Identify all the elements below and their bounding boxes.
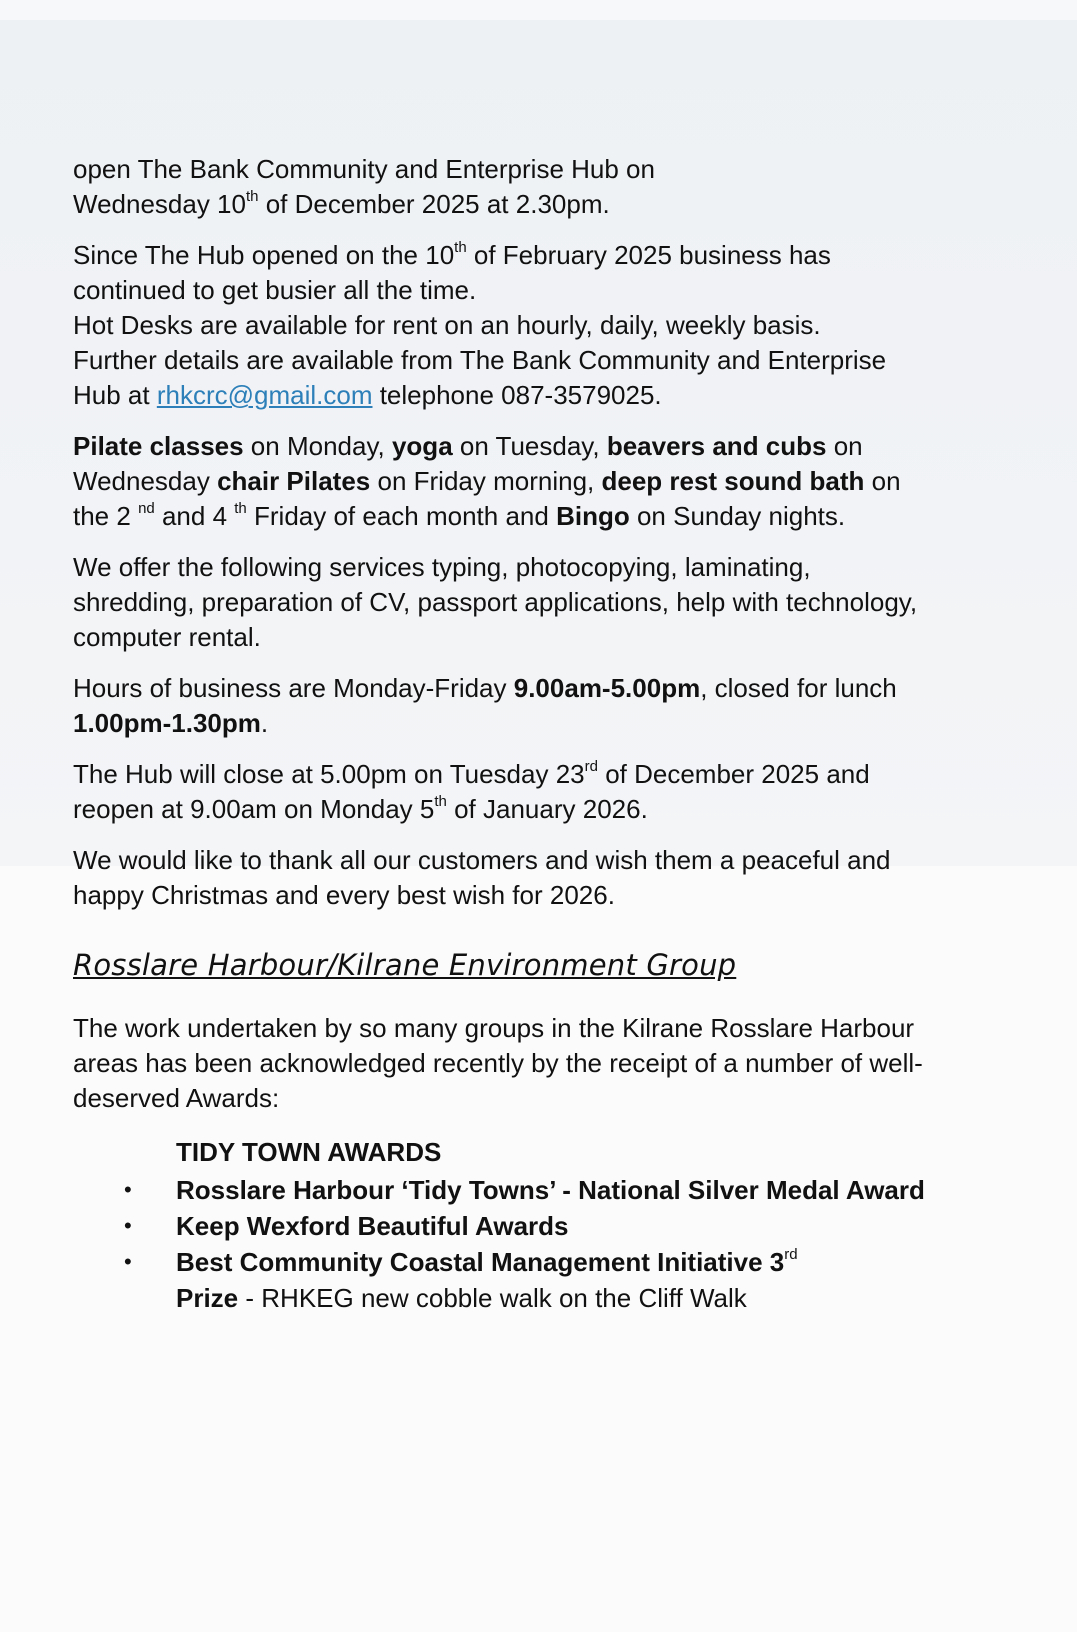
hub-text-sup: th — [454, 239, 467, 257]
bullet-icon: • — [124, 1249, 132, 1274]
closing-text-a: The Hub will close at 5.00pm on Tuesday 23 — [73, 759, 585, 789]
closing-sup-th: th — [434, 793, 447, 811]
beavers-and-cubs: beavers and cubs — [606, 431, 827, 461]
bullet-icon: • — [124, 1213, 132, 1238]
deep-rest-sound-bath: deep rest sound bath — [601, 466, 865, 496]
details-paragraph — [73, 343, 933, 413]
hours-text-e: . — [260, 708, 269, 738]
classes-text-1: on Monday, — [243, 431, 392, 461]
classes-text-5: on the 2 — [73, 466, 901, 531]
bingo: Bingo — [556, 501, 630, 531]
pilate-classes: Pilate classes — [73, 431, 244, 461]
closing-paragraph — [73, 757, 933, 827]
list-item — [124, 1172, 933, 1208]
details-text-b: telephone 087-3579025. — [372, 380, 662, 410]
award-coastal-management: Best Community Coastal Management Initiative 3 — [176, 1247, 785, 1277]
details-text-a: Further details are available from The Bank Community and Enterprise Hub at — [73, 345, 887, 410]
classes-sup-th: th — [234, 500, 247, 518]
hub-paragraph — [73, 238, 933, 308]
hub-text-a: Since The Hub opened on the 10 — [73, 240, 455, 270]
awards-list — [124, 1172, 933, 1316]
services-paragraph: We offer the following services typing, photocopying, laminating, shredding, preparation of CV, passport applications, help with technology, computer rental. — [73, 552, 918, 652]
awards-block — [73, 1134, 933, 1316]
classes-text-2: on Tuesday, — [452, 431, 607, 461]
award-silver-medal: Rosslare Harbour ‘Tidy Towns’ - National Silver Medal Award — [176, 1175, 925, 1205]
environment-intro: The work undertaken by so many groups in the Kilrane Rosslare Harbour areas has been acknowledged recently by the receipt of a number of well-deserved Awards: — [73, 1013, 923, 1113]
closing-sup-rd: rd — [584, 758, 598, 776]
classes-text-4: on Friday morning, — [370, 466, 602, 496]
yoga: yoga — [391, 431, 453, 461]
hours-paragraph — [73, 671, 933, 741]
newsletter-content — [73, 152, 933, 1316]
list-item — [124, 1244, 933, 1316]
closing-text-b: of December 2025 and reopen at 9.00am on Monday 5 — [73, 759, 870, 824]
classes-text-6: and 4 — [154, 501, 235, 531]
opening-line2-a: Wednesday 10 — [73, 189, 246, 219]
classes-text-3: on Wednesday — [73, 431, 863, 496]
chair-pilates: chair Pilates — [217, 466, 371, 496]
hours-text-a: Hours of business are Monday-Friday — [73, 673, 514, 703]
award-keep-wexford-beautiful: Keep Wexford Beautiful Awards — [176, 1211, 569, 1241]
email-link[interactable]: rhkcrc@gmail.com — [156, 380, 373, 410]
award-coastal-sup: rd — [784, 1246, 798, 1264]
thanks-paragraph: We would like to thank all our customers and wish them a peaceful and happy Christmas and every best wish for 2026. — [73, 845, 891, 910]
award-prize-detail: - RHKEG new cobble walk on the Cliff Walk — [238, 1283, 747, 1313]
hot-desks-paragraph: Hot Desks are available for rent on an hourly, daily, weekly basis. — [73, 310, 821, 340]
awards-heading: TIDY TOWN AWARDS — [176, 1137, 442, 1167]
list-item — [124, 1208, 933, 1244]
classes-sup-nd: nd — [138, 500, 155, 518]
section-title: Rosslare Harbour/Kilrane Environment Group — [73, 948, 737, 982]
closing-text-c: of January 2026. — [446, 794, 648, 824]
opening-line2-b: of December 2025 at 2.30pm. — [258, 189, 610, 219]
classes-text-7: Friday of each month and — [246, 501, 557, 531]
hub-text-b: of February 2025 business has continued to get busier all the time. — [73, 240, 831, 305]
bullet-icon: • — [124, 1177, 132, 1202]
business-hours: 9.00am-5.00pm — [513, 673, 701, 703]
hours-text-c: , closed for lunch — [700, 673, 897, 703]
classes-paragraph — [73, 429, 933, 534]
opening-line2-sup: th — [245, 188, 259, 206]
award-prize-label: Prize — [176, 1283, 239, 1313]
lunch-hours: 1.00pm-1.30pm — [73, 708, 261, 738]
opening-line1: open The Bank Community and Enterprise Hub on — [73, 154, 655, 184]
opening-paragraph — [73, 152, 933, 222]
classes-text-8: on Sunday nights. — [629, 501, 846, 531]
